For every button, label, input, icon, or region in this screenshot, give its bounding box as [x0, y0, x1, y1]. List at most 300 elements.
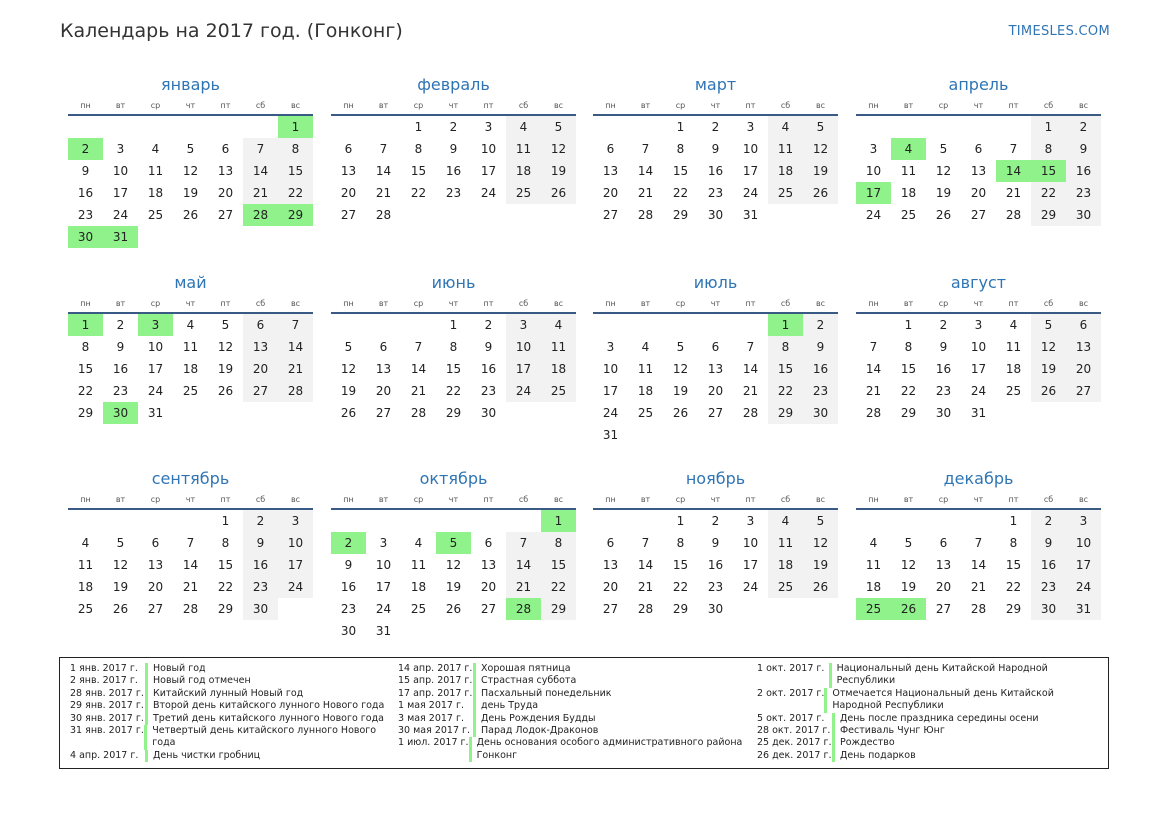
- day-cell: 15: [278, 160, 313, 182]
- week-row: [593, 160, 838, 182]
- week-row: [68, 576, 313, 598]
- holiday-day-cell: 25: [856, 598, 891, 620]
- day-cell: 8: [904, 340, 913, 354]
- day-cell: 1: [449, 318, 458, 332]
- empty-day-cell: [663, 424, 698, 446]
- empty-day-cell: [768, 598, 803, 620]
- day-cell: 4: [151, 142, 160, 156]
- holiday-name: День основания особого административного района Гонконг: [469, 737, 748, 762]
- day-cell: 15: [672, 558, 689, 572]
- empty-day-cell: [593, 314, 628, 336]
- empty-day-cell: [926, 510, 961, 532]
- day-cell: 2: [803, 314, 838, 336]
- weekday-label: вс: [815, 100, 826, 110]
- day-cell: 20: [1066, 358, 1101, 380]
- week-row: [856, 554, 1101, 576]
- empty-day-cell: [628, 116, 663, 138]
- day-cell: 19: [803, 554, 838, 576]
- holiday-name: День Рождения Будды: [473, 713, 596, 725]
- empty-day-cell: [698, 314, 733, 336]
- weekday-label: пт: [1008, 494, 1019, 504]
- day-cell: 22: [77, 384, 94, 398]
- weekday-label: чт: [448, 100, 459, 110]
- day-cell: 15: [541, 554, 576, 576]
- day-cell: 31: [602, 428, 619, 442]
- month-name: апрель: [948, 75, 1009, 94]
- day-cell: 14: [637, 558, 654, 572]
- day-cell: 25: [768, 576, 803, 598]
- day-cell: 6: [939, 536, 948, 550]
- day-cell: 7: [186, 536, 195, 550]
- day-cell: 10: [506, 336, 541, 358]
- holiday-entry: [757, 713, 1097, 725]
- holiday-legend-column: [70, 663, 400, 762]
- day-cell: 5: [803, 116, 838, 138]
- empty-day-cell: [803, 424, 838, 446]
- month-name: июль: [693, 273, 738, 292]
- week-row: [593, 116, 838, 138]
- day-cell: 8: [278, 138, 313, 160]
- month-block: [593, 468, 838, 620]
- day-cell: 22: [541, 576, 576, 598]
- holiday-entry: [70, 688, 400, 700]
- weekday-header: [331, 490, 576, 510]
- day-cell: 1: [414, 120, 423, 134]
- day-cell: 20: [375, 384, 392, 398]
- day-cell: 5: [803, 510, 838, 532]
- day-cell: 30: [340, 624, 357, 638]
- day-cell: 29: [541, 598, 576, 620]
- day-cell: 27: [340, 208, 357, 222]
- weekday-label: пн: [343, 494, 354, 504]
- week-row: [593, 358, 838, 380]
- day-cell: 1: [221, 514, 230, 528]
- day-cell: 9: [449, 142, 458, 156]
- day-cell: 13: [970, 164, 987, 178]
- day-cell: 15: [217, 558, 234, 572]
- day-cell: 29: [217, 602, 234, 616]
- weekday-label: пн: [605, 100, 616, 110]
- weekday-label: пт: [745, 298, 756, 308]
- month-name: декабрь: [943, 469, 1014, 488]
- holiday-entry: [398, 663, 748, 675]
- week-row: [68, 116, 313, 138]
- empty-day-cell: [471, 510, 506, 532]
- day-cell: 11: [147, 164, 164, 178]
- week-row: [593, 336, 838, 358]
- week-row: [593, 204, 838, 226]
- day-cell: 20: [602, 186, 619, 200]
- day-cell: 3: [116, 142, 125, 156]
- month-block: [331, 468, 576, 642]
- day-cell: 15: [900, 362, 917, 376]
- day-cell: 1: [904, 318, 913, 332]
- empty-day-cell: [628, 314, 663, 336]
- day-cell: 15: [77, 362, 94, 376]
- week-row: [856, 314, 1101, 336]
- empty-day-cell: [733, 314, 768, 336]
- week-row: [68, 204, 313, 226]
- day-cell: 11: [77, 558, 94, 572]
- day-cell: 5: [116, 536, 125, 550]
- holiday-day-cell: 29: [278, 204, 313, 226]
- day-cell: 19: [803, 160, 838, 182]
- weekday-label: пт: [220, 100, 231, 110]
- day-cell: 13: [935, 558, 952, 572]
- month-block: [856, 468, 1101, 620]
- week-row: [68, 160, 313, 182]
- week-row: [856, 380, 1101, 402]
- weekday-label: пн: [343, 100, 354, 110]
- day-cell: 23: [340, 602, 357, 616]
- day-cell: 22: [768, 380, 803, 402]
- weekday-label: чт: [973, 494, 984, 504]
- holiday-name: Пасхальный понедельник: [473, 688, 612, 700]
- day-cell: 6: [974, 142, 983, 156]
- day-cell: 13: [340, 164, 357, 178]
- day-cell: 5: [1031, 314, 1066, 336]
- empty-day-cell: [366, 116, 401, 138]
- holiday-entry: [398, 700, 748, 712]
- weekday-label: вс: [290, 494, 301, 504]
- month-name: ноябрь: [685, 469, 746, 488]
- weekday-label: вс: [553, 100, 564, 110]
- day-cell: 21: [742, 384, 759, 398]
- weekday-label: вт: [378, 298, 389, 308]
- holiday-day-cell: 2: [331, 532, 366, 554]
- weekday-header: [856, 490, 1101, 510]
- empty-day-cell: [1031, 402, 1066, 424]
- day-cell: 15: [445, 362, 462, 376]
- day-cell: 4: [1009, 318, 1018, 332]
- weekday-header: [331, 96, 576, 116]
- day-cell: 13: [707, 362, 724, 376]
- day-cell: 17: [602, 384, 619, 398]
- weekday-label: вт: [115, 100, 126, 110]
- day-cell: 19: [217, 362, 234, 376]
- empty-day-cell: [698, 424, 733, 446]
- day-cell: 12: [182, 164, 199, 178]
- day-cell: 3: [484, 120, 493, 134]
- day-cell: 14: [410, 362, 427, 376]
- week-row: [68, 532, 313, 554]
- holiday-day-cell: 26: [891, 598, 926, 620]
- day-cell: 10: [112, 164, 129, 178]
- holiday-name: День подарков: [832, 750, 916, 762]
- holiday-entry: [757, 688, 1097, 713]
- day-cell: 15: [410, 164, 427, 178]
- day-cell: 24: [480, 186, 497, 200]
- holiday-day-cell: 14: [996, 160, 1031, 182]
- day-cell: 13: [375, 362, 392, 376]
- weekday-label: ср: [675, 100, 686, 110]
- weekday-label: пт: [220, 494, 231, 504]
- holiday-date: 31 янв. 2017 г.: [70, 725, 144, 737]
- weekday-label: вт: [378, 494, 389, 504]
- weekday-label: сб: [518, 494, 529, 504]
- day-cell: 8: [676, 536, 685, 550]
- day-cell: 5: [344, 340, 353, 354]
- day-cell: 9: [1066, 138, 1101, 160]
- empty-day-cell: [663, 314, 698, 336]
- weekday-label: ср: [413, 298, 424, 308]
- day-cell: 13: [243, 336, 278, 358]
- weekday-header: [68, 490, 313, 510]
- weekday-label: чт: [710, 100, 721, 110]
- day-cell: 25: [77, 602, 94, 616]
- holiday-date: 3 мая 2017 г.: [398, 712, 464, 724]
- brand-link[interactable]: TIMESLES.COM: [1008, 24, 1110, 39]
- day-cell: 28: [637, 602, 654, 616]
- weekday-label: пт: [745, 100, 756, 110]
- weekday-label: ср: [150, 494, 161, 504]
- day-cell: 24: [506, 380, 541, 402]
- weekday-label: ср: [150, 298, 161, 308]
- holiday-entry: [757, 737, 1097, 749]
- day-cell: 11: [541, 336, 576, 358]
- holiday-entry: [70, 663, 400, 675]
- day-cell: 10: [970, 340, 987, 354]
- day-cell: 8: [1031, 138, 1066, 160]
- day-cell: 24: [970, 384, 987, 398]
- week-row: [331, 620, 576, 642]
- day-cell: 6: [379, 340, 388, 354]
- day-cell: 25: [768, 182, 803, 204]
- week-row: [68, 510, 313, 532]
- day-cell: 1: [1009, 514, 1018, 528]
- holiday-entry: [757, 663, 1097, 688]
- day-cell: 29: [672, 602, 689, 616]
- day-cell: 21: [410, 384, 427, 398]
- day-cell: 22: [900, 384, 917, 398]
- empty-day-cell: [401, 314, 436, 336]
- day-cell: 14: [506, 554, 541, 576]
- day-cell: 12: [445, 558, 462, 572]
- weekday-label: вт: [903, 100, 914, 110]
- day-cell: 29: [672, 208, 689, 222]
- holiday-name: Отмечается Национальный день Китайской Народной Республики: [824, 688, 1097, 713]
- day-cell: 10: [865, 164, 882, 178]
- empty-day-cell: [961, 116, 996, 138]
- holiday-date: 2 окт. 2017 г.: [757, 687, 825, 699]
- day-cell: 17: [742, 164, 759, 178]
- day-cell: 19: [445, 580, 462, 594]
- day-cell: 12: [672, 362, 689, 376]
- day-cell: 8: [221, 536, 230, 550]
- day-cell: 22: [445, 384, 462, 398]
- weekday-header: [68, 96, 313, 116]
- day-cell: 17: [147, 362, 164, 376]
- day-cell: 14: [278, 336, 313, 358]
- weekday-header: [593, 294, 838, 314]
- holiday-name: Третий день китайского лунного Нового года: [145, 713, 384, 725]
- week-row: [331, 182, 576, 204]
- day-cell: 11: [768, 138, 803, 160]
- day-cell: 23: [1031, 576, 1066, 598]
- holiday-date: 28 янв. 2017 г.: [70, 687, 144, 699]
- weekday-header: [593, 96, 838, 116]
- weekday-label: чт: [710, 494, 721, 504]
- holiday-name: Фестиваль Чунг Юнг: [832, 725, 945, 737]
- week-row: [856, 138, 1101, 160]
- holiday-day-cell: 5: [436, 532, 471, 554]
- week-row: [331, 314, 576, 336]
- day-cell: 12: [112, 558, 129, 572]
- holiday-day-cell: 4: [891, 138, 926, 160]
- empty-day-cell: [401, 204, 436, 226]
- empty-day-cell: [103, 510, 138, 532]
- day-cell: 26: [112, 602, 129, 616]
- day-cell: 2: [939, 318, 948, 332]
- day-cell: 16: [1066, 160, 1101, 182]
- week-row: [593, 532, 838, 554]
- holiday-name: Парад Лодок-Драконов: [473, 725, 598, 737]
- week-row: [856, 336, 1101, 358]
- weekday-label: пт: [1008, 298, 1019, 308]
- day-cell: 20: [707, 384, 724, 398]
- week-row: [856, 182, 1101, 204]
- day-cell: 27: [147, 602, 164, 616]
- weekday-label: сб: [780, 298, 791, 308]
- day-cell: 5: [939, 142, 948, 156]
- holiday-name: Рождество: [832, 737, 895, 749]
- weekday-label: пт: [745, 494, 756, 504]
- week-row: [331, 380, 576, 402]
- empty-day-cell: [996, 116, 1031, 138]
- day-cell: 16: [707, 558, 724, 572]
- weekday-label: ср: [938, 494, 949, 504]
- day-cell: 30: [1066, 204, 1101, 226]
- day-cell: 8: [1009, 536, 1018, 550]
- day-cell: 7: [641, 142, 650, 156]
- weekday-label: сб: [255, 494, 266, 504]
- day-cell: 7: [641, 536, 650, 550]
- page-title: Календарь на 2017 год. (Гонконг): [60, 20, 403, 42]
- day-cell: 28: [742, 406, 759, 420]
- month-name: октябрь: [419, 469, 488, 488]
- day-cell: 30: [707, 208, 724, 222]
- holiday-name: Новый год отмечен: [145, 675, 251, 687]
- day-cell: 6: [1066, 314, 1101, 336]
- month-name: май: [174, 273, 207, 292]
- day-cell: 17: [112, 186, 129, 200]
- empty-day-cell: [173, 510, 208, 532]
- weekday-label: ср: [675, 494, 686, 504]
- weekday-label: сб: [255, 100, 266, 110]
- day-cell: 21: [243, 182, 278, 204]
- day-cell: 10: [742, 536, 759, 550]
- day-cell: 31: [147, 406, 164, 420]
- day-cell: 2: [449, 120, 458, 134]
- day-cell: 7: [379, 142, 388, 156]
- day-cell: 27: [243, 380, 278, 402]
- week-row: [593, 510, 838, 532]
- week-row: [68, 226, 313, 248]
- day-cell: 2: [1066, 116, 1101, 138]
- day-cell: 8: [541, 532, 576, 554]
- week-row: [593, 402, 838, 424]
- holiday-day-cell: 30: [68, 226, 103, 248]
- day-cell: 30: [480, 406, 497, 420]
- day-cell: 7: [414, 340, 423, 354]
- weekday-label: сб: [255, 298, 266, 308]
- week-row: [331, 598, 576, 620]
- day-cell: 14: [637, 164, 654, 178]
- day-cell: 28: [182, 602, 199, 616]
- day-cell: 14: [243, 160, 278, 182]
- day-cell: 24: [112, 208, 129, 222]
- week-row: [856, 358, 1101, 380]
- week-row: [331, 402, 576, 424]
- day-cell: 28: [970, 602, 987, 616]
- day-cell: 26: [935, 208, 952, 222]
- day-cell: 4: [541, 314, 576, 336]
- day-cell: 19: [672, 384, 689, 398]
- weekday-label: сб: [518, 100, 529, 110]
- day-cell: 18: [768, 160, 803, 182]
- day-cell: 29: [77, 406, 94, 420]
- day-cell: 19: [112, 580, 129, 594]
- day-cell: 23: [707, 580, 724, 594]
- empty-day-cell: [541, 402, 576, 424]
- day-cell: 29: [1005, 602, 1022, 616]
- week-row: [331, 554, 576, 576]
- month-block: [593, 74, 838, 226]
- day-cell: 26: [182, 208, 199, 222]
- day-cell: 22: [278, 182, 313, 204]
- empty-day-cell: [68, 510, 103, 532]
- day-cell: 2: [484, 318, 493, 332]
- week-row: [68, 336, 313, 358]
- day-cell: 6: [606, 142, 615, 156]
- weekday-label: ср: [413, 100, 424, 110]
- weekday-label: вс: [290, 298, 301, 308]
- day-cell: 28: [278, 380, 313, 402]
- week-row: [68, 182, 313, 204]
- week-row: [593, 182, 838, 204]
- day-cell: 12: [803, 138, 838, 160]
- day-cell: 26: [340, 406, 357, 420]
- empty-day-cell: [243, 402, 278, 424]
- weekday-label: сб: [1043, 100, 1054, 110]
- day-cell: 13: [480, 558, 497, 572]
- day-cell: 30: [803, 402, 838, 424]
- day-cell: 28: [375, 208, 392, 222]
- day-cell: 17: [278, 554, 313, 576]
- empty-day-cell: [593, 116, 628, 138]
- day-cell: 24: [865, 208, 882, 222]
- weekday-label: вс: [1078, 494, 1089, 504]
- day-cell: 25: [182, 384, 199, 398]
- holiday-date: 30 янв. 2017 г.: [70, 712, 144, 724]
- holiday-date: 1 окт. 2017 г.: [757, 663, 825, 674]
- day-cell: 30: [707, 602, 724, 616]
- day-cell: 23: [1066, 182, 1101, 204]
- day-cell: 21: [970, 580, 987, 594]
- weekday-label: ср: [938, 100, 949, 110]
- day-cell: 19: [182, 186, 199, 200]
- day-cell: 23: [935, 384, 952, 398]
- day-cell: 15: [672, 164, 689, 178]
- day-cell: 5: [904, 536, 913, 550]
- empty-day-cell: [331, 510, 366, 532]
- day-cell: 26: [1031, 380, 1066, 402]
- day-cell: 18: [541, 358, 576, 380]
- empty-day-cell: [891, 510, 926, 532]
- day-cell: 24: [147, 384, 164, 398]
- day-cell: 3: [974, 318, 983, 332]
- day-cell: 14: [375, 164, 392, 178]
